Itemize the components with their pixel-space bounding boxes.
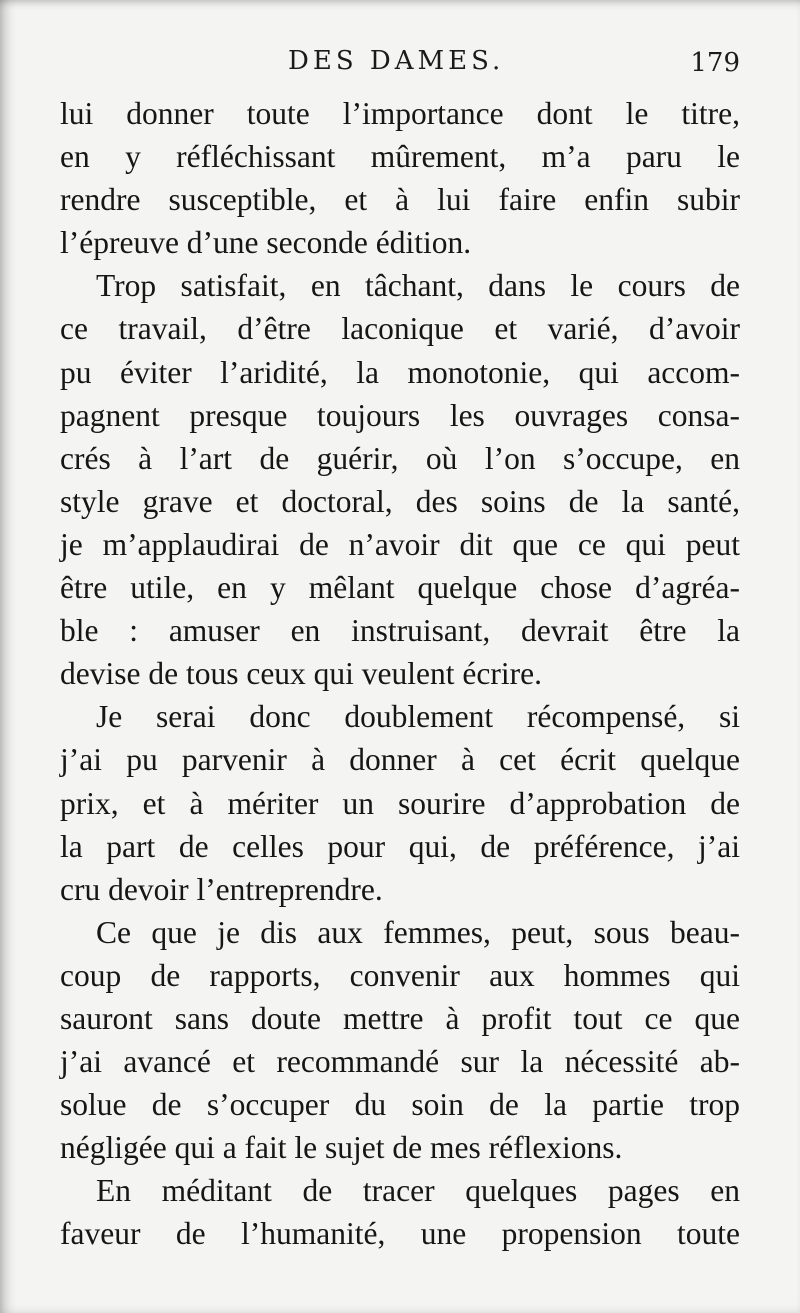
body-text xyxy=(60,92,740,1256)
paragraph xyxy=(60,92,740,264)
text-line: rendre susceptible, et à lui faire enfin subir xyxy=(60,182,740,218)
text-line: être utile, en y mêlant quelque chose d’agréa- xyxy=(60,570,740,606)
text-line: je m’applaudirai de n’avoir dit que ce qui peut xyxy=(60,526,740,562)
text-line: l’épreuve d’une seconde édition. xyxy=(60,225,472,261)
paragraph xyxy=(60,1169,740,1255)
text-line: ble : amuser en instruisant, devrait être la xyxy=(60,613,740,649)
text-line: cru devoir l’entreprendre. xyxy=(60,871,383,907)
page-header xyxy=(60,46,740,86)
text-line: sauront sans doute mettre à profit tout ce que xyxy=(60,1000,740,1036)
page-number: 179 xyxy=(690,48,740,78)
text-line: Je serai donc doublement récompensé, si xyxy=(96,699,740,735)
text-line: en y réfléchissant mûrement, m’a paru le xyxy=(60,139,740,175)
text-line: devise de tous ceux qui veulent écrire. xyxy=(60,656,542,692)
text-line: la part de celles pour qui, de préférence, j’ai xyxy=(60,828,740,864)
text-line: En méditant de tracer quelques pages en xyxy=(96,1173,740,1209)
text-line: pagnent presque toujours les ouvrages consa- xyxy=(60,397,740,433)
paragraph xyxy=(60,695,740,910)
text-line: style grave et doctoral, des soins de la santé, xyxy=(60,483,740,519)
text-line: j’ai avancé et recommandé sur la nécessité ab- xyxy=(60,1044,740,1080)
text-line: lui donner toute l’importance dont le titre, xyxy=(60,96,740,131)
text-line: ce travail, d’être laconique et varié, d’avoir xyxy=(60,311,740,347)
text-line: crés à l’art de guérir, où l’on s’occupe, en xyxy=(60,440,740,476)
paragraph xyxy=(60,264,740,695)
text-line: Trop satisfait, en tâchant, dans le cours de xyxy=(96,268,740,304)
text-line: pu éviter l’aridité, la monotonie, qui accom- xyxy=(60,354,740,390)
text-line: coup de rapports, convenir aux hommes qui xyxy=(60,957,740,993)
paragraph xyxy=(60,911,740,1170)
text-line: faveur de l’humanité, une propension toute xyxy=(60,1216,740,1252)
running-title: DES DAMES. xyxy=(288,46,505,76)
text-line: j’ai pu parvenir à donner à cet écrit quelque xyxy=(60,742,740,778)
text-line: Ce que je dis aux femmes, peut, sous beau- xyxy=(96,914,740,950)
text-line: prix, et à mériter un sourire d’approbation de xyxy=(60,785,740,821)
text-line: solue de s’occuper du soin de la partie trop xyxy=(60,1087,740,1123)
text-line: négligée qui a fait le sujet de mes réflexions. xyxy=(60,1130,623,1166)
